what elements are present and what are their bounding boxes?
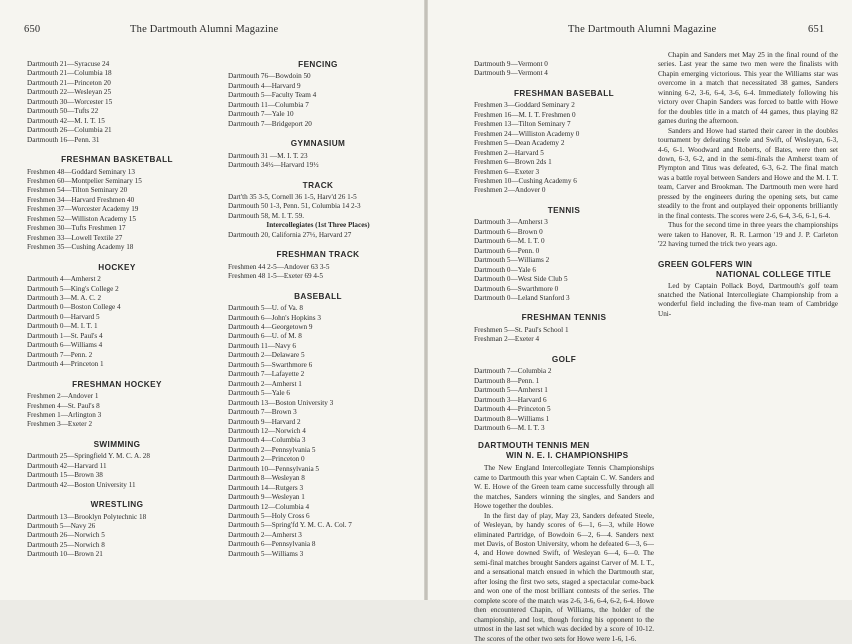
result-line: Freshmen 16—M. I. T. Freshmen 0 <box>474 110 576 119</box>
result-line: Dartmouth 12—Norwich 4 <box>228 426 306 435</box>
result-line: Dartmouth 12—Columbia 4 <box>228 502 310 511</box>
result-line: Dartmouth 42—Harvard 11 <box>27 461 107 470</box>
tennis-article-title: DARTMOUTH TENNIS MEN <box>478 441 590 451</box>
section-heading: TRACK <box>302 180 334 190</box>
result-line: Dartmouth 2—Amherst 1 <box>228 379 302 388</box>
result-line: Dartmouth 7—Yale 10 <box>228 110 294 119</box>
tennis-article-subtitle: WIN N. E. I. CHAMPIONSHIPS <box>506 451 629 461</box>
results-column-1 <box>27 60 207 560</box>
result-line: Dartmouth 3—Harvard 6 <box>474 395 547 404</box>
result-line: Dartmouth 4—Columbia 3 <box>228 436 306 445</box>
result-line: Freshmen 5—St. Paul's School 1 <box>474 325 569 334</box>
result-line: Dartmouth 9—Harvard 2 <box>228 417 301 426</box>
running-head: The Dartmouth Alumni Magazine <box>568 24 717 35</box>
result-line: Freshmen 6—Exeter 3 <box>474 167 540 176</box>
result-line: Dartmouth 8—Penn. 1 <box>474 376 540 385</box>
result-line: Freshmen 54—Tilton Seminary 20 <box>27 186 128 195</box>
running-head: The Dartmouth Alumni Magazine <box>130 24 279 35</box>
result-line: Freshmen 3—Exeter 2 <box>27 420 93 429</box>
result-line: Dartmouth 58, M. I. T. 59. <box>228 211 304 220</box>
result-line: Freshmen 37—Worcester Academy 19 <box>27 205 139 214</box>
result-line: Dartmouth 1—St. Paul's 4 <box>27 331 103 340</box>
result-line: Dartmouth 15—Brown 38 <box>27 471 103 480</box>
result-line: Dartmouth 13—Brooklyn Polytechnic 18 <box>27 512 147 521</box>
result-line: Dartmouth 34½—Harvard 19½ <box>228 161 319 170</box>
result-line: Dartmouth 25—Norwich 8 <box>27 540 105 549</box>
result-line: Dartmouth 10—Brown 21 <box>27 550 103 559</box>
section-heading: FENCING <box>298 60 338 69</box>
page-number: 650 <box>24 24 41 35</box>
page-number: 651 <box>808 24 825 35</box>
result-line: Dartmouth 13—Boston University 3 <box>228 398 334 407</box>
result-line: Dartmouth 9—Wesleyan 1 <box>228 493 305 502</box>
result-line: Dartmouth 6—M. I. T. 0 <box>474 237 545 246</box>
result-line: Dartmouth 10—Pennsylvania 5 <box>228 464 320 473</box>
result-line: Dartmouth 6—John's Hopkins 3 <box>228 313 321 322</box>
result-line: Dartmouth 6—Williams 4 <box>27 341 103 350</box>
result-line: Dartmouth 8—Williams 1 <box>474 414 550 423</box>
tennis-article-paragraph: Sanders and Howe had started their career in the doubles tournament by defeating Steele and Swift, of Wesleyan, 6-3, 4-6, 6-1. Woodward and Roberts, of Bates, were then set down, 6-3, 6-2, and in the semi-finals the Amherst team of Plympton and Titus was defeated, 6-3, 6-2. The final match was a battle royal between Sanders and Howe and the M. I. T. team, Carver and Brookman. The Dartmouth men were hard pressed by the engineers during the opening sets, but came steadily to the front and outplayed their opponents brilliantly in the final contests. The scores were 2-6, 6-4, 3-6, 6-1, 6-4. <box>658 126 838 220</box>
result-line: Dartmouth 5—U. of Va. 8 <box>228 304 303 313</box>
result-line: Dartmouth 6—Swarthmore 0 <box>474 284 559 293</box>
result-line: Dartmouth 11—Columbia 7 <box>228 100 309 109</box>
result-line: Freshmen 34—Harvard Freshmen 40 <box>27 195 135 204</box>
result-line: Freshman 2—Exeter 4 <box>474 335 540 344</box>
result-line: Dartmouth 6—U. of M. 8 <box>228 332 302 341</box>
result-line: Dartmouth 5—Spring'fd Y. M. C. A. Col. 7 <box>228 521 352 530</box>
result-line: Dart'th 35 3-5, Cornell 36 1-5, Harv'd 26 1-5 <box>228 192 357 201</box>
result-line: Freshmen 2—Harvard 5 <box>474 148 544 157</box>
result-line: Freshmen 44 2-5—Andover 63 3-5 <box>228 262 330 271</box>
result-line: Dartmouth 5—Williams 2 <box>474 256 550 265</box>
result-line: Dartmouth 4—Amherst 2 <box>27 275 101 284</box>
result-line: Dartmouth 7—Lafayette 2 <box>228 370 305 379</box>
result-line: Freshmen 2—Andover 0 <box>474 186 546 195</box>
result-line: Dartmouth 42—M. I. T. 15 <box>27 116 105 125</box>
section-heading: WRESTLING <box>90 500 144 510</box>
result-line: Freshmen 35—Cushing Academy 18 <box>27 243 134 252</box>
result-line: Dartmouth 50—Tufts 22 <box>27 107 99 116</box>
result-line: Dartmouth 31 —M. I. T. 23 <box>228 151 308 160</box>
result-line: Dartmouth 6—Brown 0 <box>474 227 543 236</box>
result-line: Freshmen 1—Arlington 3 <box>27 410 102 419</box>
result-line: Dartmouth 0—West Side Club 5 <box>474 275 568 284</box>
result-line: Freshmen 48 1-5—Exeter 69 4-5 <box>228 272 324 281</box>
result-line: Dartmouth 42—Boston University 11 <box>27 480 136 489</box>
result-line: Dartmouth 0—Yale 6 <box>474 265 536 274</box>
result-line: Dartmouth 26—Norwich 5 <box>27 531 105 540</box>
result-line: Dartmouth 22—Wesleyan 25 <box>27 88 112 97</box>
section-heading: FRESHMAN TENNIS <box>521 313 607 323</box>
result-line: Dartmouth 6—M. I. T. 3 <box>474 423 545 432</box>
result-line: Freshmen 24—Williston Academy 0 <box>474 129 580 138</box>
result-line: Dartmouth 50 1-3, Penn. 51, Columbia 14 2-3 <box>228 202 361 211</box>
result-line: Dartmouth 9—Vermont 4 <box>474 69 548 78</box>
result-line: Dartmouth 6—Penn. 0 <box>474 246 540 255</box>
result-line: Freshmen 2—Andover 1 <box>27 392 99 401</box>
result-line: Dartmouth 5—Williams 3 <box>228 549 304 558</box>
result-line: Dartmouth 16—Penn. 31 <box>27 135 100 144</box>
result-line: Freshmen 33—Lowell Textile 27 <box>27 233 123 242</box>
result-line: Dartmouth 7—Penn. 2 <box>27 350 93 359</box>
result-line: Dartmouth 20, California 27⅓, Harvard 27 <box>228 230 352 239</box>
tennis-article-paragraph: Thus for the second time in three years the championships were taken to Hanover, R. R. Larmon '19 and J. P. Carleton '22 having turned the trick two years ago. <box>658 221 838 249</box>
result-line: Dartmouth 21—Columbia 18 <box>27 69 112 78</box>
result-line: Dartmouth 4—Harvard 9 <box>228 81 301 90</box>
result-line: Freshmen 4—St. Paul's 8 <box>27 401 100 410</box>
section-heading: SWIMMING <box>93 439 141 449</box>
result-line: Dartmouth 5—Faculty Team 4 <box>228 91 317 100</box>
result-line: Dartmouth 0—Boston College 4 <box>27 303 121 312</box>
result-line: Dartmouth 8—Wesleyan 8 <box>228 474 305 483</box>
result-line: Dartmouth 7—Bridgeport 20 <box>228 119 312 128</box>
result-line: Dartmouth 0—M. I. T. 1 <box>27 322 98 331</box>
section-heading: FRESHMAN TRACK <box>276 250 360 260</box>
section-subheading: Intercollegiates (1st Three Places) <box>266 221 370 230</box>
left-page <box>0 0 424 600</box>
section-heading: FRESHMAN BASKETBALL <box>61 155 173 165</box>
result-line: Dartmouth 5—Yale 6 <box>228 389 290 398</box>
result-line: Dartmouth 11—Navy 6 <box>228 341 297 350</box>
result-line: Dartmouth 76—Bowdoin 50 <box>228 72 311 81</box>
result-line: Dartmouth 4—Princeton 5 <box>474 405 551 414</box>
result-line: Dartmouth 2—Princeton 0 <box>228 455 305 464</box>
tennis-article-paragraph: The New England Intercollegiate Tennis Championships came to Dartmouth this year when Captain C. W. Sanders and W. E. Howe of the Green team came successfully through all the matches, Sanders winning the singles, and Sanders and Howe together the doubles. <box>474 464 654 511</box>
result-line: Dartmouth 5—Amherst 1 <box>474 386 548 395</box>
result-line: Dartmouth 4—Georgetown 9 <box>228 322 313 331</box>
tennis-article-paragraph: Chapin and Sanders met May 25 in the final round of the series. Last year the same two men were the finalists with Chapin emerging victorious. This year the Williams star was overcome in a match that necessitated 38 games, Sanders winning 6-2, 3-6, 6-4, 3-6, 6-4. Immediately following his victory over Chapin Sanders was forced to battle with Howe for the doubles title in a match of 44 games, thus playing 82 games during the afternoon. <box>658 51 838 126</box>
result-line: Dartmouth 25—Springfield Y. M. C. A. 28 <box>27 452 150 461</box>
section-heading: TENNIS <box>547 205 581 215</box>
right-page <box>428 0 852 643</box>
result-line: Dartmouth 3—Amherst 3 <box>474 218 548 227</box>
result-line: Dartmouth 9—Vermont 0 <box>474 60 548 68</box>
section-heading: FRESHMAN HOCKEY <box>72 379 162 389</box>
results-column-2 <box>228 60 408 559</box>
section-heading: GYMNASIUM <box>290 139 346 149</box>
result-line: Dartmouth 2—Amherst 3 <box>228 530 302 539</box>
result-line: Dartmouth 2—Pennsylvania 5 <box>228 445 316 454</box>
result-line: Dartmouth 5—Navy 26 <box>27 522 96 531</box>
result-line: Freshmen 6—Brown 2ds 1 <box>474 158 552 167</box>
golf-article-title: GREEN GOLFERS WIN <box>658 259 753 269</box>
section-heading: HOCKEY <box>98 262 136 272</box>
result-line: Freshmen 5—Dean Academy 2 <box>474 139 565 148</box>
results-column-3 <box>474 60 654 644</box>
result-line: Freshmen 13—Tilton Seminary 7 <box>474 120 571 129</box>
result-line: Dartmouth 5—King's College 2 <box>27 284 119 293</box>
result-line: Freshmen 10—Cushing Academy 6 <box>474 176 577 185</box>
tennis-article-paragraph: In the first day of play, May 23, Sanders defeated Steele, of Wesleyan, by handy scores of 6—1, 6—3, while Howe eliminated Partridge, of Bowdoin 6—2, 6—4. Sanders next met Davis, of Boston University, whom he defeated 6—3, 6—4, and Howe downed Swift, of Wesleyan 6—4, 6—0. The semi-final matches brought Sanders against Carver of M. I. T., and a sensational match ensued in which the Dartmouth star, after losing the first two sets, staged a spectacular come-back and won one of the most brilliant contests of the series. The complete score of the match was 2-6, 3-6, 6-4, 6-2, 6-4. Howe then encountered Chapin, of Williams, the holder of the championship, and lost, though forcing his opponent to the utmost in the last set which was decided by a score of 10-12. The scores of the other two sets for Howe were 1-6, 1-6. <box>474 511 654 643</box>
result-line: Dartmouth 5—Swarthmore 6 <box>228 360 313 369</box>
result-line: Freshmen 48—Goddard Seminary 13 <box>27 167 135 176</box>
result-line: Dartmouth 5—Holy Cross 6 <box>228 512 310 521</box>
result-line: Freshmen 30—Tufts Freshmen 17 <box>27 224 126 233</box>
result-line: Dartmouth 4—Princeton 1 <box>27 360 104 369</box>
golf-article-subtitle: NATIONAL COLLEGE TITLE <box>716 269 832 279</box>
section-heading: GOLF <box>551 354 577 364</box>
result-line: Dartmouth 7—Columbia 2 <box>474 367 552 376</box>
result-line: Dartmouth 2—Delaware 5 <box>228 351 305 360</box>
result-line: Freshmen 52—Williston Academy 15 <box>27 214 136 223</box>
section-heading: BASEBALL <box>294 291 342 301</box>
result-line: Dartmouth 30—Worcester 15 <box>27 97 113 106</box>
result-line: Freshmen 3—Goddard Seminary 2 <box>474 101 575 110</box>
result-line: Dartmouth 3—M. A. C. 2 <box>27 293 102 302</box>
section-heading: FRESHMAN BASEBALL <box>513 88 615 98</box>
result-line: Dartmouth 26—Columbia 21 <box>27 126 112 135</box>
result-line: Dartmouth 21—Syracuse 24 <box>27 60 110 68</box>
result-line: Freshmen 60—Montpelier Seminary 15 <box>27 176 142 185</box>
golf-article-paragraph: Led by Captain Pollack Boyd, Dartmouth's golf team snatched the National Intercollegiate Championship from a wonderful field including the five-man team of Cambridge Uni- <box>658 281 838 318</box>
result-line: Dartmouth 14—Rutgers 3 <box>228 483 304 492</box>
result-line: Dartmouth 0—Leland Stanford 3 <box>474 293 570 302</box>
result-line: Dartmouth 7—Brown 3 <box>228 408 297 417</box>
article-column <box>658 51 838 319</box>
result-line: Dartmouth 0—Harvard 5 <box>27 312 100 321</box>
result-line: Dartmouth 6—Pennsylvania 8 <box>228 540 316 549</box>
result-line: Dartmouth 21—Princeton 20 <box>27 78 111 87</box>
